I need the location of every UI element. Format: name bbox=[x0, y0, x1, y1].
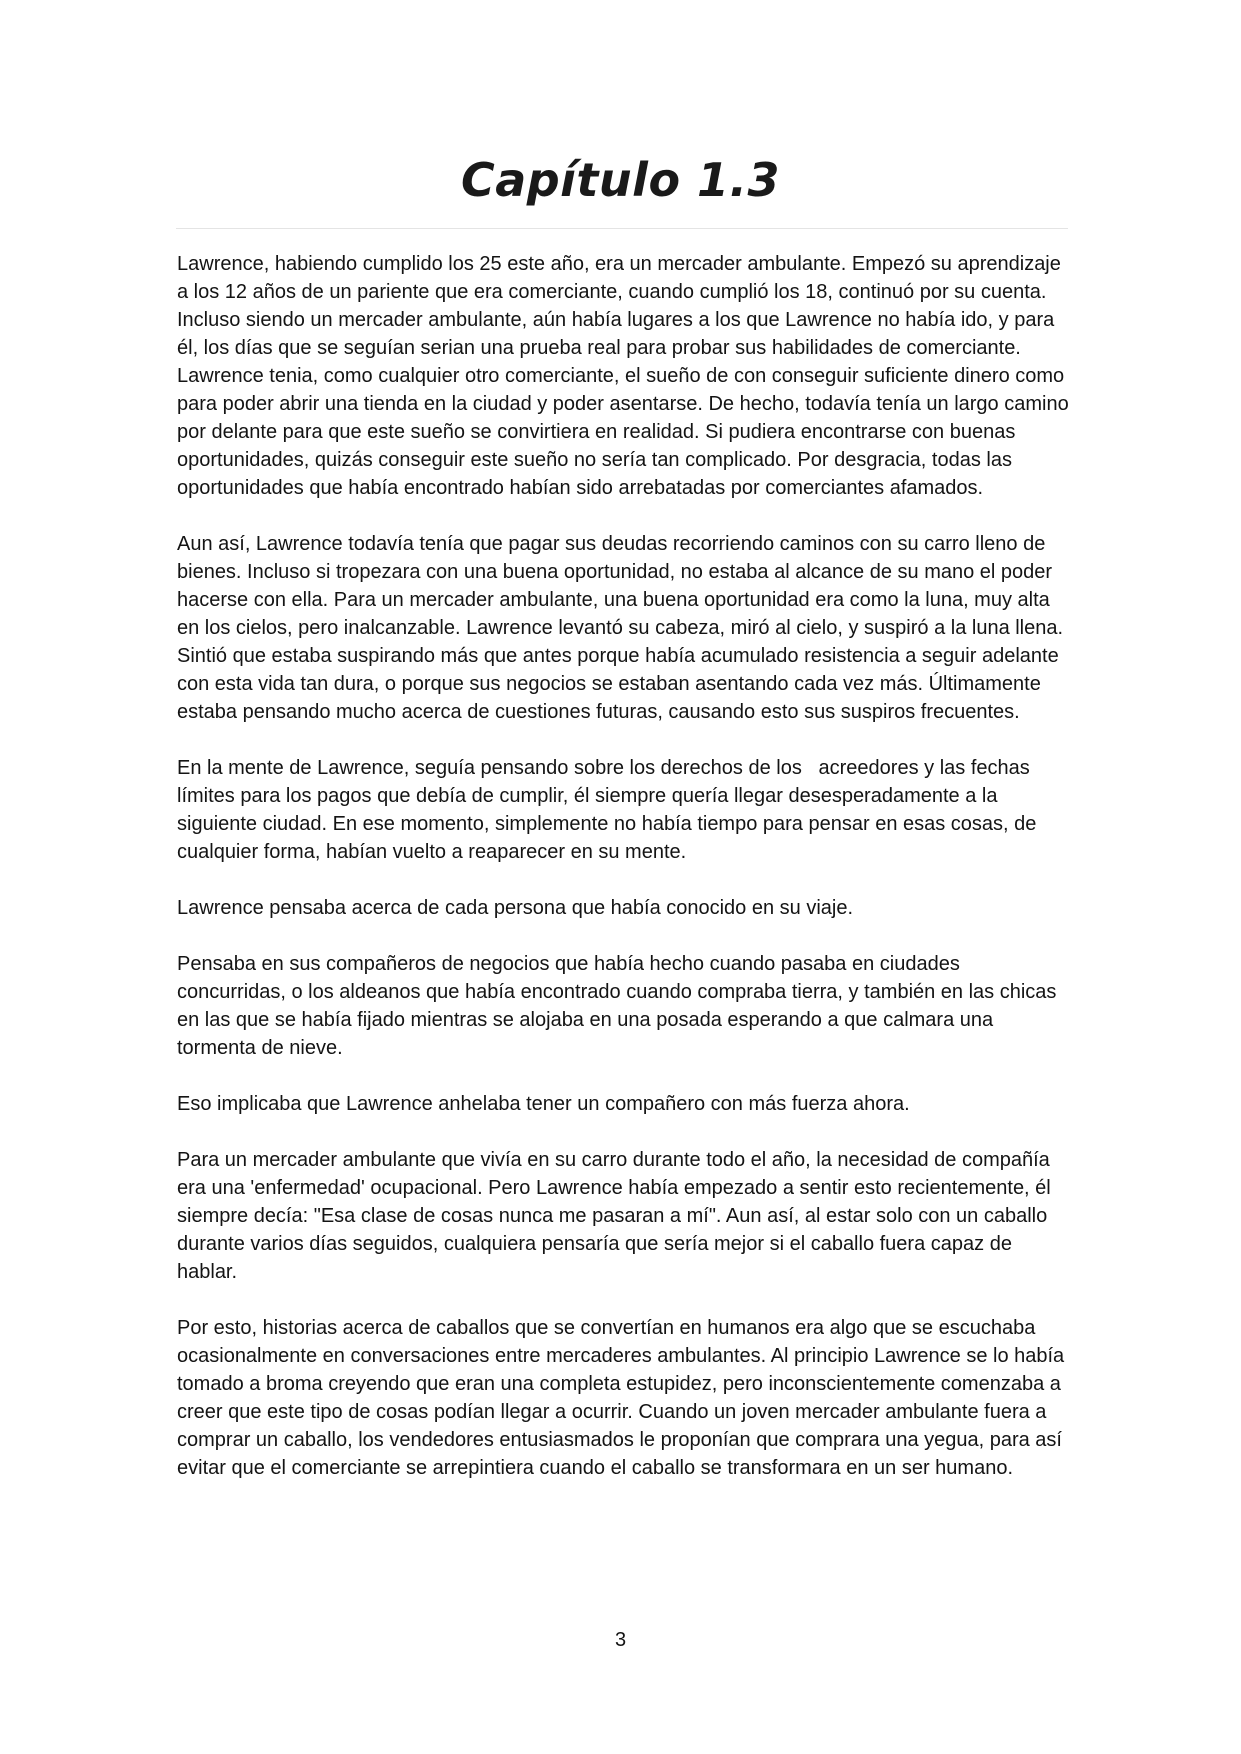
title-divider bbox=[176, 228, 1068, 229]
paragraph: Pensaba en sus compañeros de negocios que había hecho cuando pasaba en ciudades concurridas, o los aldeanos que había encontrado cuando compraba tierra, y también en las chicas en las que se había fijado mientras se alojaba en una posada esperando a que calmara una tormenta de nieve. bbox=[177, 953, 1062, 1059]
paragraph: Para un mercader ambulante que vivía en su carro durante todo el año, la necesidad de compañía era una 'enfermedad' ocupacional. Pero Lawrence había empezado a sentir esto recientemente, él siempre decía: "Esa clase de cosas nunca me pasaran a mí". Aun así, al estar solo con un caballo durante varios días seguidos, cualquiera pensaría que sería mejor si el caballo fuera capaz de hablar. bbox=[177, 1149, 1057, 1283]
paragraph: En la mente de Lawrence, seguía pensando sobre los derechos de los acreedores y las fechas límites para los pagos que debía de cumplir, él siempre quería llegar desesperadamente a la siguiente ciudad. En ese momento, simplemente no había tiempo para pensar en esas cosas, de cualquier forma, habían vuelto a reaparecer en su mente. bbox=[177, 757, 1042, 863]
paragraph: Lawrence pensaba acerca de cada persona que había conocido en su viaje. bbox=[177, 897, 854, 919]
page-number: 3 bbox=[614, 1629, 627, 1651]
paragraph: Eso implicaba que Lawrence anhelaba tener un compañero con más fuerza ahora. bbox=[177, 1093, 910, 1115]
paragraph: Lawrence, habiendo cumplido los 25 este año, era un mercader ambulante. Empezó su aprendizaje a los 12 años de un pariente que era comerciante, cuando cumplió los 18, continuó por su cuenta. Incluso siendo un mercader ambulante, aún había lugares a los que Lawrence no había ido, y para él, los días que se seguían serian una prueba real para probar sus habilidades de comerciante. Lawrence tenia, como cualquier otro comerciante, el sueño de con conseguir suficiente dinero como para poder abrir una tienda en la ciudad y poder asentarse. De hecho, todavía tenía un largo camino por delante para que este sueño se convirtiera en realidad. Si pudiera encontrarse con buenas oportunidades, quizás conseguir este sueño no sería tan complicado. Por desgracia, todas las oportunidades que había encontrado habían sido arrebatadas por comerciantes afamados. bbox=[177, 253, 1075, 499]
chapter-title: Capítulo 1.3 bbox=[460, 153, 781, 207]
chapter-body bbox=[177, 250, 1075, 1510]
paragraph: Por esto, historias acerca de caballos que se convertían en humanos era algo que se escuchaba ocasionalmente en conversaciones entre mercaderes ambulantes. Al principio Lawrence se lo había tomado a broma creyendo que eran una completa estupidez, pero inconscientemente comenzaba a creer que este tipo de cosas podían llegar a ocurrir. Cuando un joven mercader ambulante fuera a comprar un caballo, los vendedores entusiasmados le proponían que comprara una yegua, para así evitar que el comerciante se arrepintiera cuando el caballo se transformara en un ser humano. bbox=[177, 1317, 1070, 1479]
paragraph: Aun así, Lawrence todavía tenía que pagar sus deudas recorriendo caminos con su carro lleno de bienes. Incluso si tropezara con una buena oportunidad, no estaba al alcance de su mano el poder hacerse con ella. Para un mercader ambulante, una buena oportunidad era como la luna, muy alta en los cielos, pero inalcanzable. Lawrence levantó su cabeza, miró al cielo, y suspiró a la luna llena. Sintió que estaba suspirando más que antes porque había acumulado resistencia a seguir adelante con esta vida tan dura, o porque sus negocios se estaban asentando cada vez más. Últimamente estaba pensando mucho acerca de cuestiones futuras, causando esto sus suspiros frecuentes. bbox=[177, 533, 1069, 723]
